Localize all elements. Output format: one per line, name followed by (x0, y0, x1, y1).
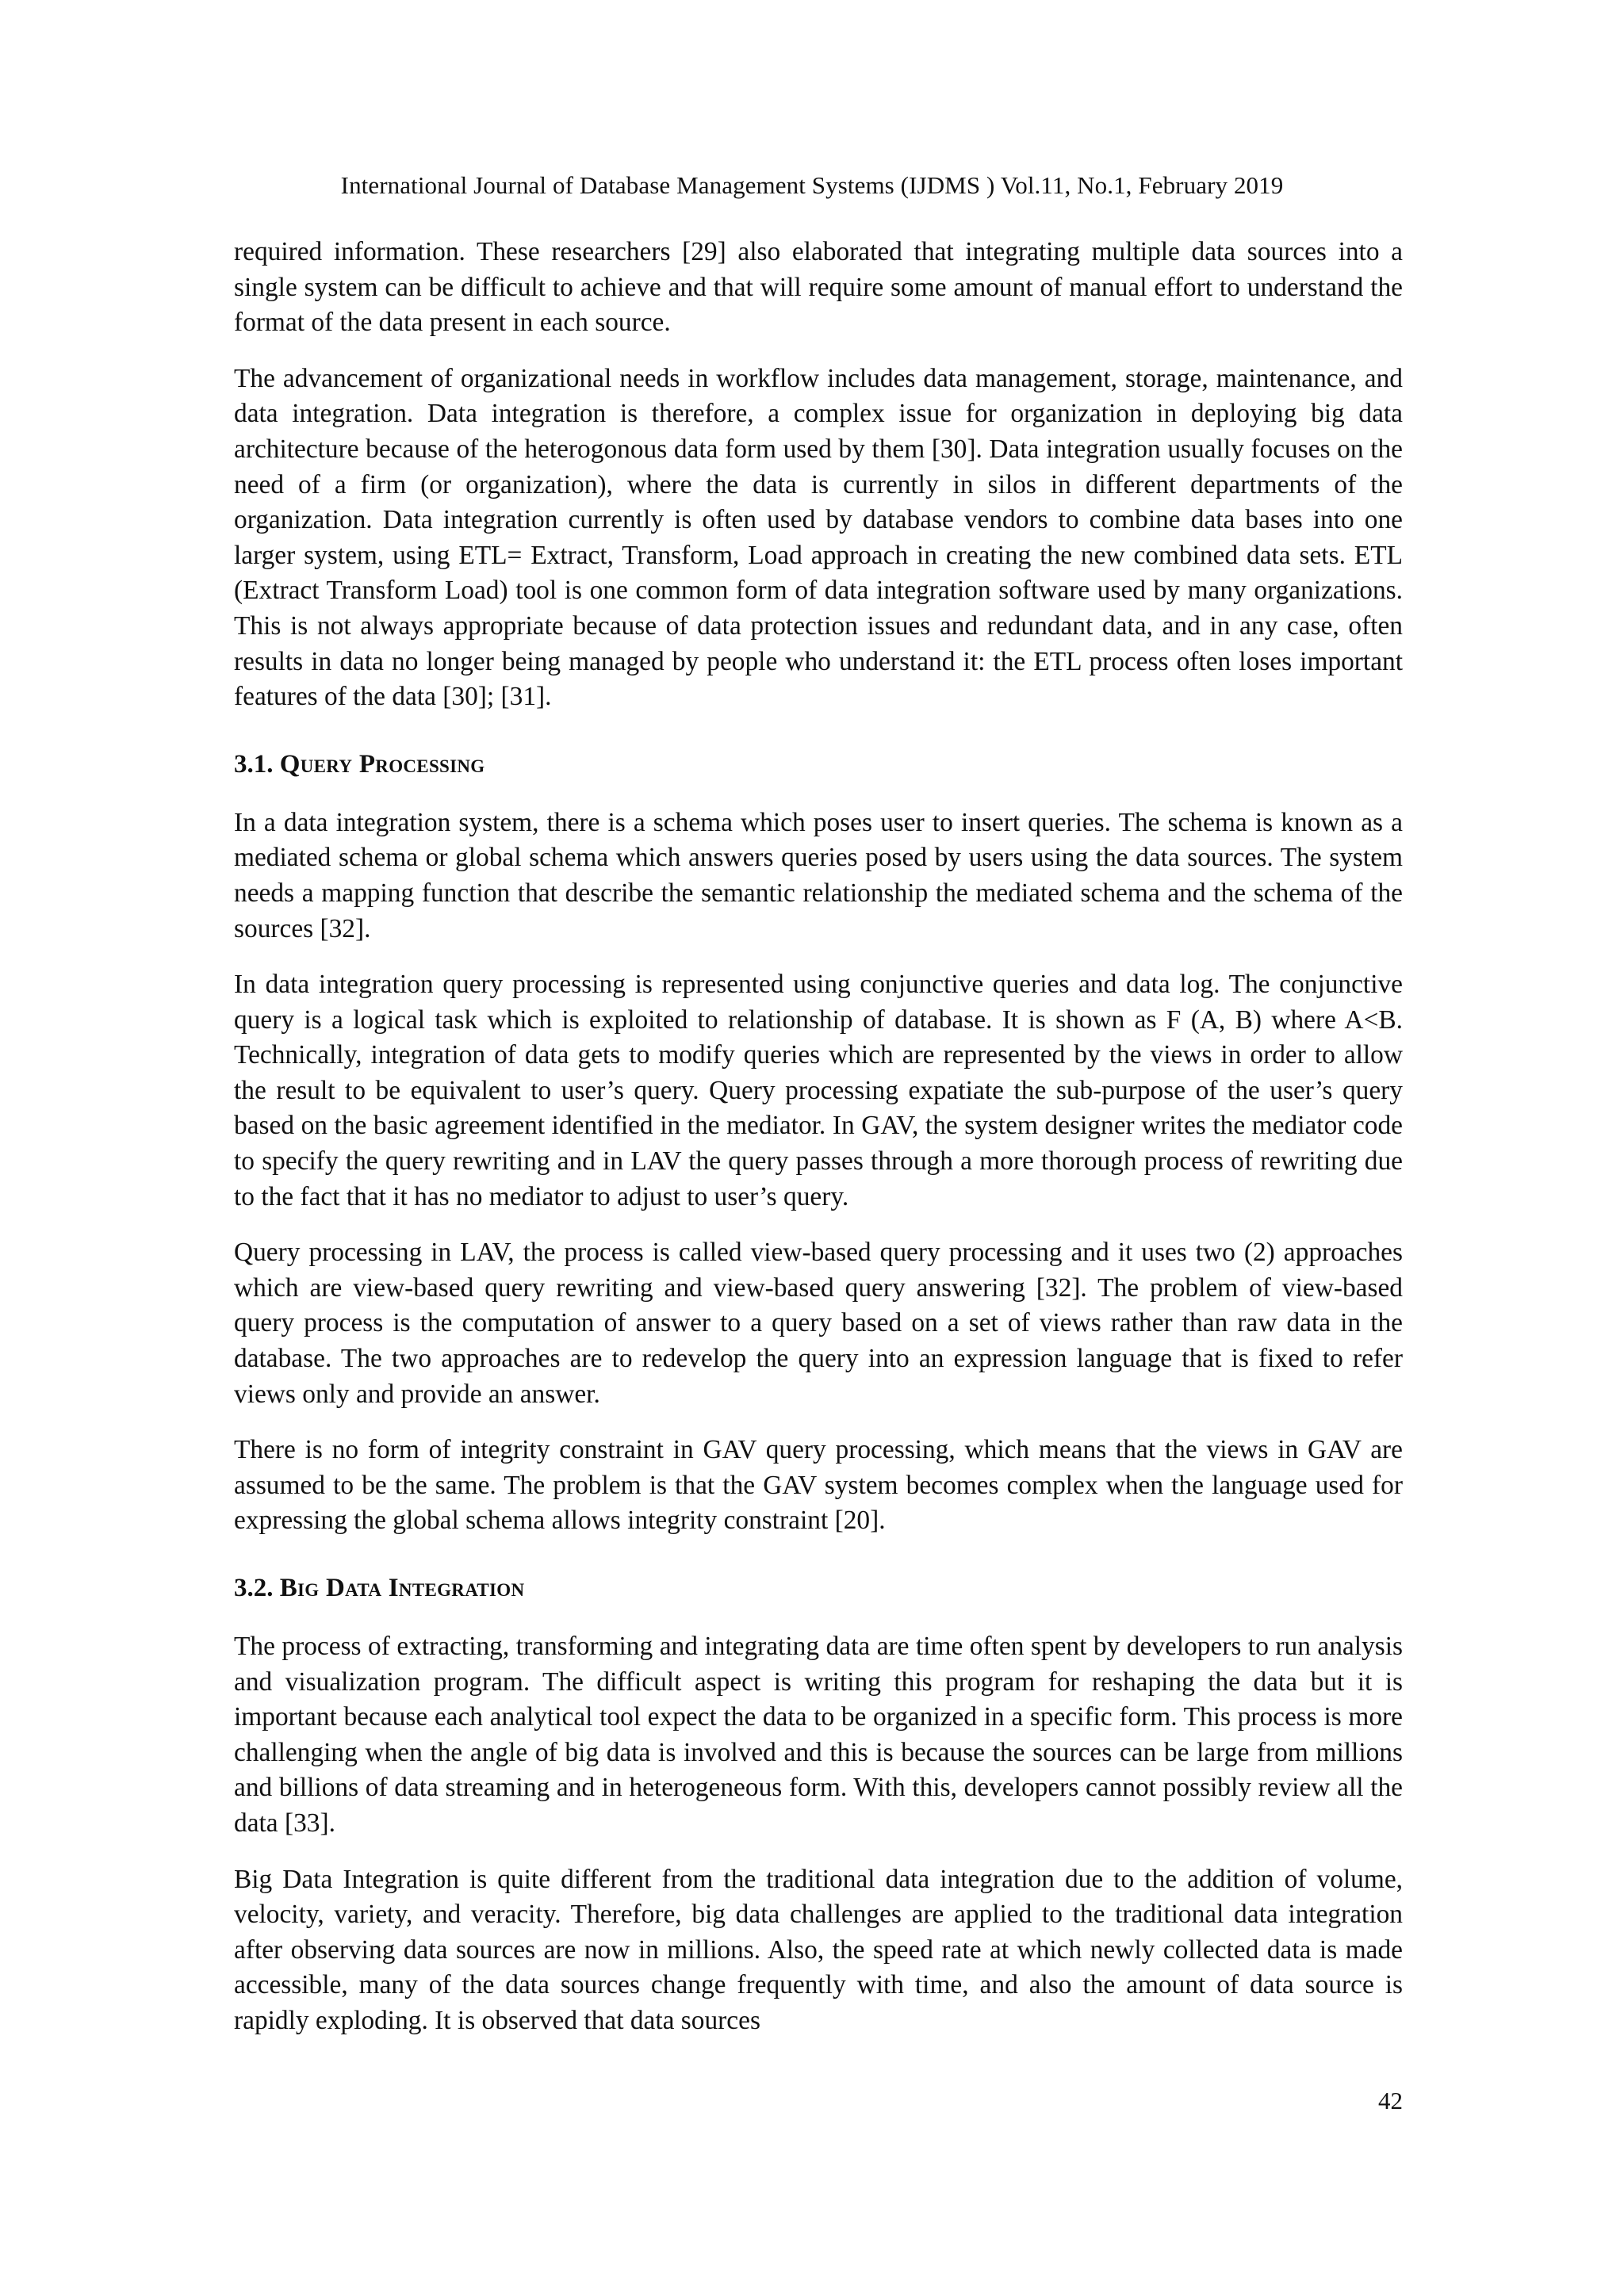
paragraph-3-1-2: In data integration query processing is represented using conjunctive queries and data log. The conjunctive query is a logical task which is exploited to relationship of database. It is shown as F (A, B) where A<B. Technically, integration of data gets to modify queries which are represented by the views in order to allow the result to be equivalent to user’s query. Query processing expatiate the sub-purpose of the user’s query based on the basic agreement identified in the mediator. In GAV, the system designer writes the mediator code to specify the query rewriting and in LAV the query passes through a more thorough process of rewriting due to the fact that it has no mediator to adjust to user’s query. (234, 970, 1403, 1211)
section-title: Query Processing (279, 749, 485, 779)
section-number: 3.2. (234, 1574, 274, 1602)
section-title: Big Data Integration (279, 1574, 525, 1602)
paragraph-intro-1: required information. These researchers [29] also elaborated that integrating multiple data sources into a single system can be difficult to achieve and that will require some amount of manual effort to understand the format of the data present in each source. (234, 237, 1403, 338)
page-number: 42 (1378, 2087, 1403, 2114)
page-content (234, 235, 1403, 2060)
paragraph-3-1-4: There is no form of integrity constraint in GAV query processing, which means that the views in GAV are assumed to be the same. The problem is that the GAV system becomes complex when the language used for expressing the global schema allows integrity constraint [20]. (234, 1435, 1403, 1536)
paragraph-intro-2: The advancement of organizational needs in workflow includes data management, storage, maintenance, and data integration. Data integration is therefore, a complex issue for organization in deploying big data architecture because of the heterogonous data form used by them [30]. Data integration usually focuses on the need of a firm (or organization), where the data is currently in silos in different departments of the organization. Data integration currently is often used by database vendors to combine data bases into one larger system, using ETL= Extract, Transform, Load approach in creating the new combined data sets. ETL (Extract Transform Load) tool is one common form of data integration software used by many organizations. This is not always appropriate because of data protection issues and redundant data, and in any case, often results in data no longer being managed by people who understand it: the ETL process often loses important features of the data [30]; [31]. (234, 363, 1403, 712)
paragraph-3-2-2: Big Data Integration is quite different from the traditional data integration due to the addition of volume, velocity, variety, and veracity. Therefore, big data challenges are applied to the traditional data integration after observing data sources are now in millions. Also, the speed rate at which newly collected data is made accessible, many of the data sources change frequently with time, and also the amount of data source is rapidly exploding. It is observed that data sources (234, 1864, 1403, 2035)
section-heading-3-1 (234, 747, 1403, 782)
paragraph-3-1-1: In a data integration system, there is a schema which poses user to insert queries. The schema is known as a mediated schema or global schema which answers queries posed by users using the data sources. The system needs a mapping function that describe the semantic relationship the mediated schema and the schema of the sources [32]. (234, 807, 1403, 943)
running-header: International Journal of Database Management Systems (IJDMS ) Vol.11, No.1, February 2019 (340, 171, 1284, 199)
paragraph-3-1-3: Query processing in LAV, the process is called view-based query processing and it uses two (2) approaches which are view-based query rewriting and view-based query answering [32]. The problem of view-based query process is the computation of answer to a query based on a set of views rather than raw data in the database. The two approaches are to redevelop the query into an expression language that is fixed to refer views only and provide an answer. (234, 1238, 1403, 1409)
section-heading-3-2 (234, 1571, 1403, 1605)
paragraph-3-2-1: The process of extracting, transforming and integrating data are time often spent by developers to run analysis and visualization program. The difficult aspect is writing this program for reshaping the data but it is important because each analytical tool expect the data to be organized in a specific form. This process is more challenging when the angle of big data is involved and this is because the sources can be large from millions and billions of data streaming and in heterogeneous form. With this, developers cannot possibly review all the data [33]. (234, 1632, 1403, 1838)
section-number: 3.1. (234, 749, 274, 779)
